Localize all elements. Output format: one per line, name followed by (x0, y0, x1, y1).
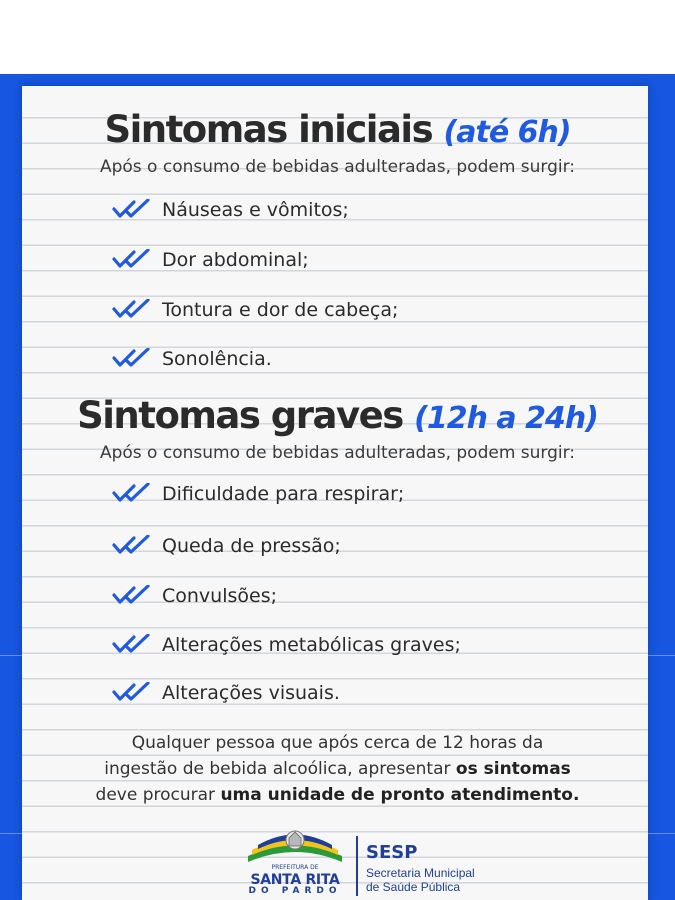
symptom-item (112, 678, 340, 708)
section-title-severe (0, 394, 675, 437)
section-intro-initial: Após o consumo de bebidas adulteradas, podem surgir: (99, 157, 576, 177)
section-title-initial (0, 108, 675, 151)
advice-line-3-a: deve procurar (95, 785, 221, 805)
logo-city: SANTA RITA (250, 872, 340, 888)
section-time-initial: (até 6h) (443, 115, 571, 150)
symptom-text: Dor abdominal; (162, 249, 309, 271)
double-check-icon (112, 348, 152, 370)
double-check-icon (112, 634, 152, 656)
symptom-item (112, 344, 272, 374)
symptom-text: Náuseas e vômitos; (162, 199, 349, 221)
symptom-item (112, 479, 404, 509)
double-check-icon (112, 199, 152, 221)
double-check-icon (112, 585, 152, 607)
logo-dept-name (366, 866, 475, 894)
city-crest-icon (238, 826, 352, 866)
symptom-item (112, 295, 398, 325)
logo-prefeitura: PREFEITURA DE (271, 864, 319, 871)
symptom-text: Tontura e dor de cabeça; (162, 299, 399, 321)
advice-line-3 (0, 782, 675, 808)
logo-dept-line-2: de Saúde Pública (366, 880, 461, 894)
double-check-icon (112, 682, 152, 704)
double-check-icon (112, 299, 152, 321)
logo-dept-line-1: Secretaria Municipal (366, 866, 475, 880)
section-time-severe: (12h a 24h) (414, 401, 598, 436)
logo-city-sub: DO PARDO (248, 886, 342, 896)
symptom-item (112, 245, 309, 275)
double-check-icon (112, 249, 152, 271)
double-check-icon (112, 483, 152, 505)
section-title-initial-text: Sintomas iniciais (104, 108, 433, 151)
advice-line-2-a: ingestão de bebida alcoólica, apresentar (104, 759, 456, 779)
symptom-item (112, 581, 277, 611)
section-title-severe-text: Sintomas graves (77, 394, 403, 437)
advice-line-2 (0, 756, 675, 782)
symptom-item (112, 195, 349, 225)
logo-divider (356, 836, 358, 896)
symptom-text: Dificuldade para respirar; (162, 483, 405, 505)
logo-dept: SESP (366, 842, 418, 863)
symptom-text: Alterações metabólicas graves; (162, 634, 461, 656)
symptom-text: Sonolência. (162, 348, 272, 370)
symptom-text: Queda de pressão; (162, 535, 341, 557)
advice-line-1: Qualquer pessoa que após cerca de 12 horas da (131, 733, 544, 753)
symptom-text: Convulsões; (162, 585, 278, 607)
symptom-item (112, 630, 461, 660)
section-intro-severe: Após o consumo de bebidas adulteradas, podem surgir: (99, 443, 576, 463)
advice-line-2-b: os sintomas (455, 759, 571, 779)
symptom-text: Alterações visuais. (162, 682, 340, 704)
advice-line-3-b: uma unidade de pronto atendimento. (220, 785, 580, 805)
symptom-item (112, 531, 341, 561)
footer-logo (238, 826, 488, 896)
advice-text (0, 730, 675, 808)
double-check-icon (112, 535, 152, 557)
